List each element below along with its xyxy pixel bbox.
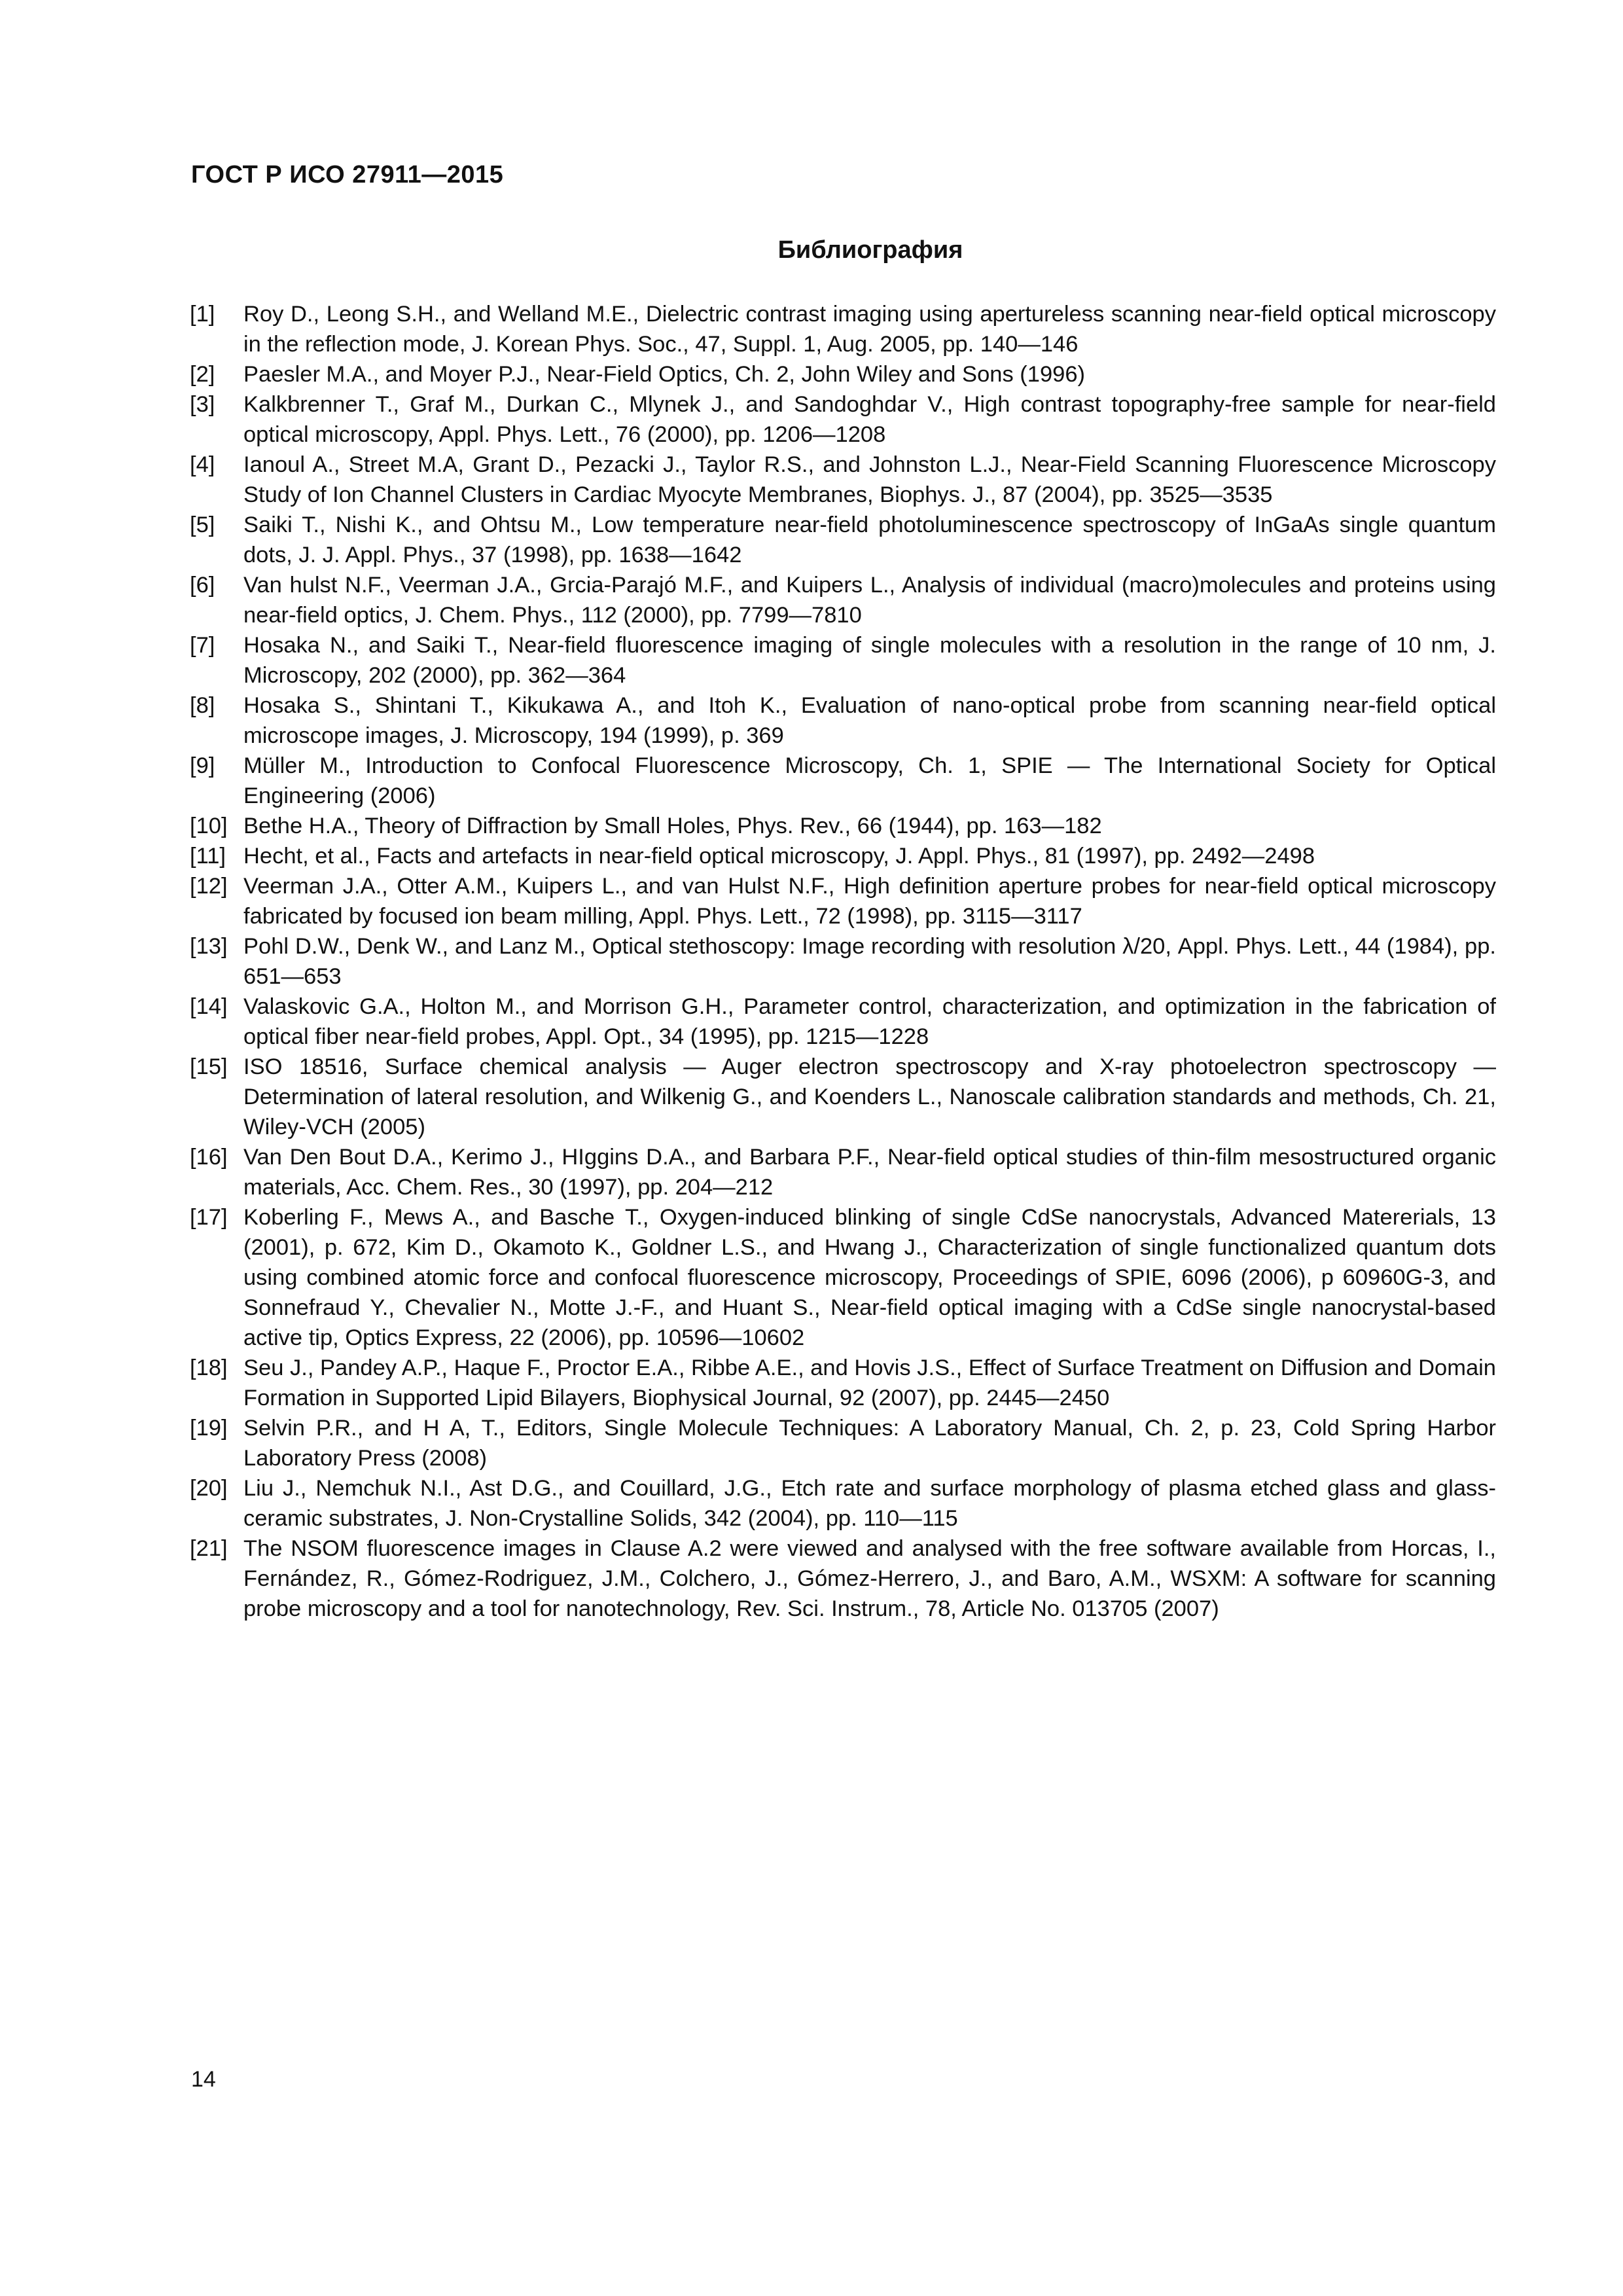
reference-number: [16] (190, 1145, 228, 1170)
bibliography-entry (190, 630, 1496, 691)
bibliography-entry (190, 841, 1496, 871)
reference-text: Roy D., Leong S.H., and Welland M.E., Dielectric contrast imaging using apertureless scanning near-field optical microscopy in the reflection mode, J. Korean Phys. Soc., 47, Suppl. 1, Aug. 2005, pp. 140—146 (243, 302, 1496, 357)
reference-number: [19] (190, 1416, 228, 1441)
bibliography-entry (190, 691, 1496, 751)
reference-text: Ianoul A., Street M.A, Grant D., Pezacki J., Taylor R.S., and Johnston L.J., Near-Field Scanning Fluorescence Microscopy Study of Ion Channel Clusters in Cardiac Myocyte Membranes, Biophys. J., 87 (2004), pp. 3525—3535 (243, 452, 1496, 507)
reference-text: Hosaka S., Shintani T., Kikukawa A., and Itoh K., Evaluation of nano-optical probe from scanning near-field optical microscope images, J. Microscopy, 194 (1999), p. 369 (243, 693, 1496, 748)
reference-number: [5] (190, 512, 215, 537)
standard-designation-header: ГОСТ Р ИСО 27911—2015 (191, 161, 504, 188)
bibliography-entry (190, 359, 1496, 389)
reference-text: Hecht, et al., Facts and artefacts in near-field optical microscopy, J. Appl. Phys., 81 (1997), pp. 2492—2498 (243, 844, 1315, 869)
reference-text: Veerman J.A., Otter A.M., Kuipers L., and van Hulst N.F., High definition aperture probes for near-field optical microscopy fabricated by focused ion beam milling, Appl. Phys. Lett., 72 (1998), pp. 3115—3117 (243, 874, 1496, 929)
reference-number: [15] (190, 1054, 228, 1079)
reference-text: Kalkbrenner T., Graf M., Durkan C., Mlynek J., and Sandoghdar V., High contrast topography-free sample for near-field optical microscopy, Appl. Phys. Lett., 76 (2000), pp. 1206—1208 (243, 392, 1496, 447)
reference-number: [10] (190, 814, 228, 838)
reference-number: [4] (190, 452, 215, 477)
reference-number: [20] (190, 1476, 228, 1501)
page-number: 14 (191, 2067, 216, 2092)
reference-text: Hosaka N., and Saiki T., Near-field fluorescence imaging of single molecules with a resolution in the range of 10 nm, J. Microscopy, 202 (2000), pp. 362—364 (243, 633, 1496, 688)
reference-number: [1] (190, 302, 215, 327)
reference-number: [17] (190, 1205, 228, 1230)
reference-text: Koberling F., Mews A., and Basche T., Oxygen-induced blinking of single CdSe nanocrystals, Advanced Matererials, 13 (2001), p. 672, Kim D., Okamoto K., Goldner L.S., and Hwang J., Characterization of single functionalized quantum dots using combined atomic force and confocal fluorescence microscopy, Proceedings of SPIE, 6096 (2006), p 60960G-3, and Sonnefraud Y., Chevalier N., Motte J.-F., and Huant S., Near-field optical imaging with a CdSe single nanocrystal-based active tip, Optics Express, 22 (2006), pp. 10596—10602 (243, 1205, 1496, 1350)
reference-text: Paesler M.A., and Moyer P.J., Near-Field Optics, Ch. 2, John Wiley and Sons (1996) (243, 362, 1086, 387)
reference-number: [11] (190, 844, 226, 869)
reference-number: [21] (190, 1536, 228, 1561)
bibliography-entry (190, 1413, 1496, 1473)
reference-number: [2] (190, 362, 215, 387)
reference-number: [3] (190, 392, 215, 417)
bibliography-entry (190, 389, 1496, 450)
reference-text: Valaskovic G.A., Holton M., and Morrison G.H., Parameter control, characterization, and optimization in the fabrication of optical fiber near-field probes, Appl. Opt., 34 (1995), pp. 1215—1228 (243, 994, 1496, 1049)
reference-number: [8] (190, 693, 215, 718)
bibliography-entry (190, 811, 1496, 841)
bibliography-entry (190, 450, 1496, 510)
reference-text: Van Den Bout D.A., Kerimo J., HIggins D.A., and Barbara P.F., Near-field optical studies of thin-film mesostructured organic materials, Acc. Chem. Res., 30 (1997), pp. 204—212 (243, 1145, 1496, 1200)
bibliography-entry (190, 992, 1496, 1052)
bibliography-title: Библиография (777, 236, 963, 264)
reference-text: Selvin P.R., and H A, T., Editors, Single Molecule Techniques: A Laboratory Manual, Ch. 2, p. 23, Cold Spring Harbor Laboratory Press (2008) (243, 1416, 1496, 1471)
reference-text: Van hulst N.F., Veerman J.A., Grcia-Parajó M.F., and Kuipers L., Analysis of individual (macro)molecules and proteins using near-field optics, J. Chem. Phys., 112 (2000), pp. 7799—7810 (243, 573, 1496, 628)
reference-text: Liu J., Nemchuk N.I., Ast D.G., and Couillard, J.G., Etch rate and surface morphology of plasma etched glass and glass-ceramic substrates, J. Non-Crystalline Solids, 342 (2004), pp. 110—115 (243, 1476, 1496, 1531)
bibliography-entry (190, 931, 1496, 992)
reference-text: ISO 18516, Surface chemical analysis — Auger electron spectroscopy and X-ray photoelectron spectroscopy — Determination of lateral resolution, and Wilkenig G., and Koenders L., Nanoscale calibration standards and methods, Ch. 21, Wiley-VCH (2005) (243, 1054, 1496, 1139)
bibliography-list (190, 299, 1496, 1624)
bibliography-entry (190, 1142, 1496, 1202)
reference-number: [6] (190, 573, 215, 598)
reference-text: Saiki T., Nishi K., and Ohtsu M., Low temperature near-field photoluminescence spectroscopy of InGaAs single quantum dots, J. J. Appl. Phys., 37 (1998), pp. 1638—1642 (243, 512, 1496, 567)
bibliography-entry (190, 1473, 1496, 1534)
reference-number: [7] (190, 633, 215, 658)
reference-text: Seu J., Pandey A.P., Haque F., Proctor E.A., Ribbe A.E., and Hovis J.S., Effect of Surface Treatment on Diffusion and Domain Formation in Supported Lipid Bilayers, Biophysical Journal, 92 (2007), pp. 2445—2450 (243, 1355, 1496, 1410)
reference-number: [9] (190, 753, 215, 778)
reference-text: The NSOM fluorescence images in Clause A.2 were viewed and analysed with the free software available from Horcas, I., Fernández, R., Gómez-Rodriguez, J.M., Colchero, J., Gómez-Herrero, J., and Baro, A.M., WSXM: A software for scanning probe microscopy and a tool for nanotechnology, Rev. Sci. Instrum., 78, Article No. 013705 (2007) (243, 1536, 1496, 1621)
reference-text: Müller M., Introduction to Confocal Fluorescence Microscopy, Ch. 1, SPIE — The International Society for Optical Engineering (2006) (243, 753, 1496, 808)
reference-number: [13] (190, 934, 228, 959)
bibliography-entry (190, 751, 1496, 811)
bibliography-entry (190, 1202, 1496, 1353)
bibliography-entry (190, 570, 1496, 630)
bibliography-entry (190, 299, 1496, 359)
bibliography-entry (190, 510, 1496, 570)
bibliography-entry (190, 871, 1496, 931)
bibliography-entry (190, 1052, 1496, 1142)
bibliography-entry (190, 1534, 1496, 1624)
bibliography-entry (190, 1353, 1496, 1413)
reference-number: [14] (190, 994, 228, 1019)
reference-number: [18] (190, 1355, 228, 1380)
reference-number: [12] (190, 874, 228, 899)
reference-text: Bethe H.A., Theory of Diffraction by Small Holes, Phys. Rev., 66 (1944), pp. 163—182 (243, 814, 1102, 838)
reference-text: Pohl D.W., Denk W., and Lanz M., Optical stethoscopy: Image recording with resolution λ/20, Appl. Phys. Lett., 44 (1984), pp. 651—653 (243, 934, 1496, 989)
